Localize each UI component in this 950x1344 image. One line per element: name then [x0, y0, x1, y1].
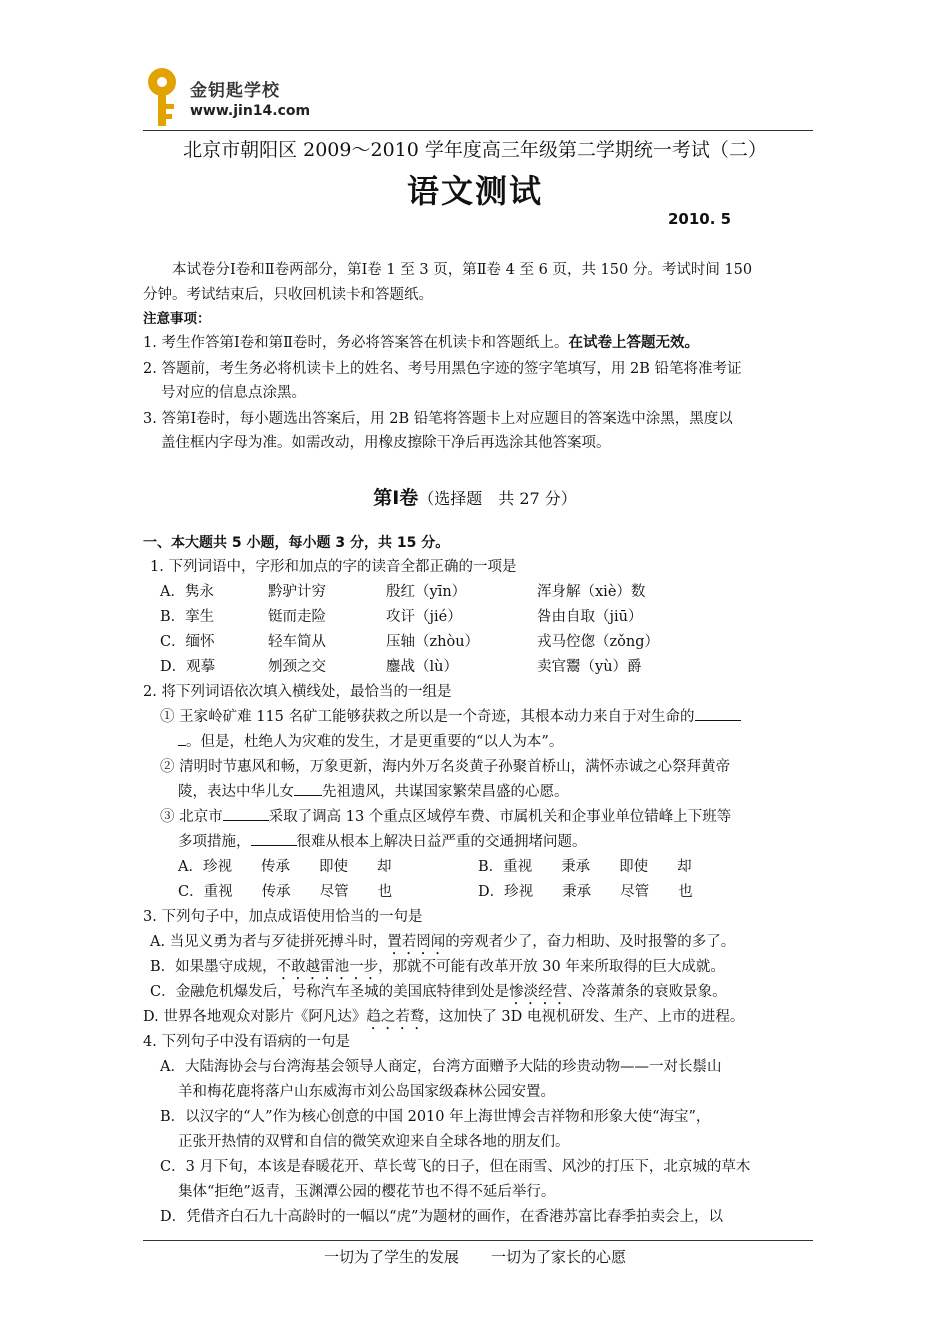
q3-option-c: C．金融危机爆发后，号称汽车圣城的美国底特律到处是惨淡经营、冷落萧条的衰败景象。: [150, 984, 727, 1000]
q1-option-cell: 殷红（yīn）: [386, 584, 467, 600]
q4-option-b-line-1: B．以汉字的“人”作为核心创意的中国 2010 年上海世博会吉祥物和形象大使“海宝”，: [160, 1109, 711, 1125]
intro-line-1: 本试卷分Ⅰ卷和Ⅱ卷两部分，第Ⅰ卷 1 至 3 页，第Ⅱ卷 4 至 6 页，共 150 分。考试时间 150: [172, 262, 753, 278]
section-title: 第Ⅰ卷（选择题 共 27 分）: [373, 487, 577, 509]
note-1-emphasis: 在试卷上答题无效。: [568, 334, 700, 351]
q1-option-cell: D．观摹: [160, 659, 216, 675]
note-3-line-1: 3. 答第Ⅰ卷时，每小题选出答案后，用 2B 铅笔将答题卡上对应题目的答案选中涂黑，黑度以: [143, 411, 733, 427]
q1-option-cell: B．挛生: [160, 609, 215, 625]
note-2-line-2: 号对应的信息点涂黑。: [161, 385, 306, 401]
notes-title: 注意事项：: [143, 311, 211, 327]
q1-option-cell: 攻讦（jié）: [386, 609, 462, 625]
footer: [0, 1246, 950, 1267]
q3-option-b: B．如果墨守成规，不敢越雷池一步，那就不可能有改革开放 30 年来所取得的巨大成就。: [150, 959, 725, 975]
note-3-line-2: 盖住框内字母为准。如需改动，用橡皮擦除干净后再选涂其他答案项。: [161, 435, 611, 451]
q2-s1-line-2: 。但是，杜绝人为灾难的发生，才是更重要的“以人为本”。: [178, 730, 563, 754]
q2-s3-line-2: 多项措施， 很难从根本上解决日益严重的交通拥堵问题。: [178, 830, 587, 854]
q3-option-a: A. 当见义勇为者与歹徒拼死搏斗时，置若罔闻的旁观者少了，奋力相助、及时报警的多了。: [150, 934, 736, 950]
q4-stem: 4. 下列句子中没有语病的一句是: [143, 1034, 350, 1050]
q4-option-c-line-2: 集体“拒绝”返青，玉渊潭公园的樱花节也不得不延后举行。: [178, 1184, 556, 1200]
q1-option-cell: 鏖战（lù）: [386, 659, 458, 675]
part-title: 一、本大题共 5 小题，每小题 3 分，共 15 分。: [143, 535, 450, 551]
note-1: 1. 考生作答第Ⅰ卷和第Ⅱ卷时，务必将答案答在机读卡和答题纸上。在试卷上答题无效。: [143, 334, 700, 351]
q2-s1-line-1: ① 王家岭矿难 115 名矿工能够获救之所以是一个奇迹，其根本动力来自于对生命的: [160, 705, 741, 729]
q1-option-cell: C．缅怀: [160, 634, 215, 650]
q2-stem: 2. 将下列词语依次填入横线处，最恰当的一组是: [143, 684, 452, 700]
logo-text: 金钥匙学校: [190, 81, 280, 101]
footer-left: 一切为了学生的发展: [323, 1248, 459, 1266]
q3-option-d: D. 世界各地观众对影片《阿凡达》趋之若鹜，这加快了 3D 电视机研发、生产、上市的进程。: [143, 1009, 745, 1025]
q2-s2-line-2: 陵，表达中华儿女 先祖遗风，共谋国家繁荣昌盛的心愿。: [178, 780, 569, 804]
q2-option-c: C．重视 传承 尽管 也: [178, 884, 393, 900]
exam-date: 2010. 5: [668, 210, 732, 228]
key-icon: [142, 66, 188, 128]
q3-stem: 3. 下列句子中，加点成语使用恰当的一句是: [143, 909, 423, 925]
q4-option-a-line-2: 羊和梅花鹿将落户山东威海市刘公岛国家级森林公园安置。: [178, 1084, 555, 1100]
q2-option-d: D．珍视 秉承 尽管 也: [478, 884, 693, 900]
logo-url: www.jin14.com: [190, 103, 311, 119]
q1-option-cell: 刎颈之交: [268, 659, 326, 675]
q1-option-cell: 轻车简从: [268, 634, 326, 650]
q1-option-cell: A．隽永: [160, 584, 214, 600]
q1-stem: 1. 下列词语中，字形和加点的字的读音全都正确的一项是: [150, 559, 517, 575]
q2-s2-line-1: ② 清明时节惠风和畅，万象更新，海内外万名炎黄子孙聚首桥山，满怀赤诚之心祭拜黄帝: [160, 759, 731, 775]
q1-option-cell: 浑身解（xiè）数: [537, 584, 646, 600]
note-2-line-1: 2. 答题前，考生务必将机读卡上的姓名、考号用黑色字迹的签字笔填写，用 2B 铅笔将准考证: [143, 361, 742, 377]
footer-rule: [143, 1240, 813, 1241]
header-rule: [143, 130, 813, 131]
footer-right: 一切为了家长的心愿: [491, 1248, 627, 1266]
exam-title: 北京市朝阳区 2009～2010 学年度高三年级第二学期统一考试（二）: [183, 139, 767, 161]
q1-option-cell: 压轴（zhòu）: [386, 634, 480, 650]
q2-option-b: B．重视 秉承 即使 却: [478, 859, 692, 875]
intro-line-2: 分钟。考试结束后，只收回机读卡和答题纸。: [143, 287, 433, 303]
q1-option-cell: 黔驴计穷: [268, 584, 326, 600]
q2-s3-line-1: ③ 北京市 采取了调高 13 个重点区域停车费、市属机关和企事业单位错峰上下班等: [160, 805, 731, 829]
q1-option-cell: 咎由自取（jiū）: [537, 609, 643, 625]
q1-option-cell: 铤而走险: [268, 609, 326, 625]
q2-option-a: A．珍视 传承 即使 却: [178, 859, 392, 875]
main-title: 语文测试: [406, 172, 543, 210]
q4-option-b-line-2: 正张开热情的双臂和自信的微笑欢迎来自全球各地的朋友们。: [178, 1134, 570, 1150]
q4-option-a-line-1: A．大陆海协会与台湾海基会领导人商定，台湾方面赠予大陆的珍贵动物——一对长鬃山: [160, 1059, 722, 1075]
q1-option-cell: 卖官鬻（yù）爵: [537, 659, 642, 675]
q1-option-cell: 戎马倥偬（zǒng）: [537, 634, 659, 650]
q4-option-d-line-1: D．凭借齐白石九十高龄时的一幅以“虎”为题材的画作，在香港苏富比春季拍卖会上，以: [160, 1209, 723, 1225]
q4-option-c-line-1: C．3 月下旬，本该是春暖花开、草长莺飞的日子，但在雨雪、风沙的打压下，北京城的草木: [160, 1159, 751, 1175]
